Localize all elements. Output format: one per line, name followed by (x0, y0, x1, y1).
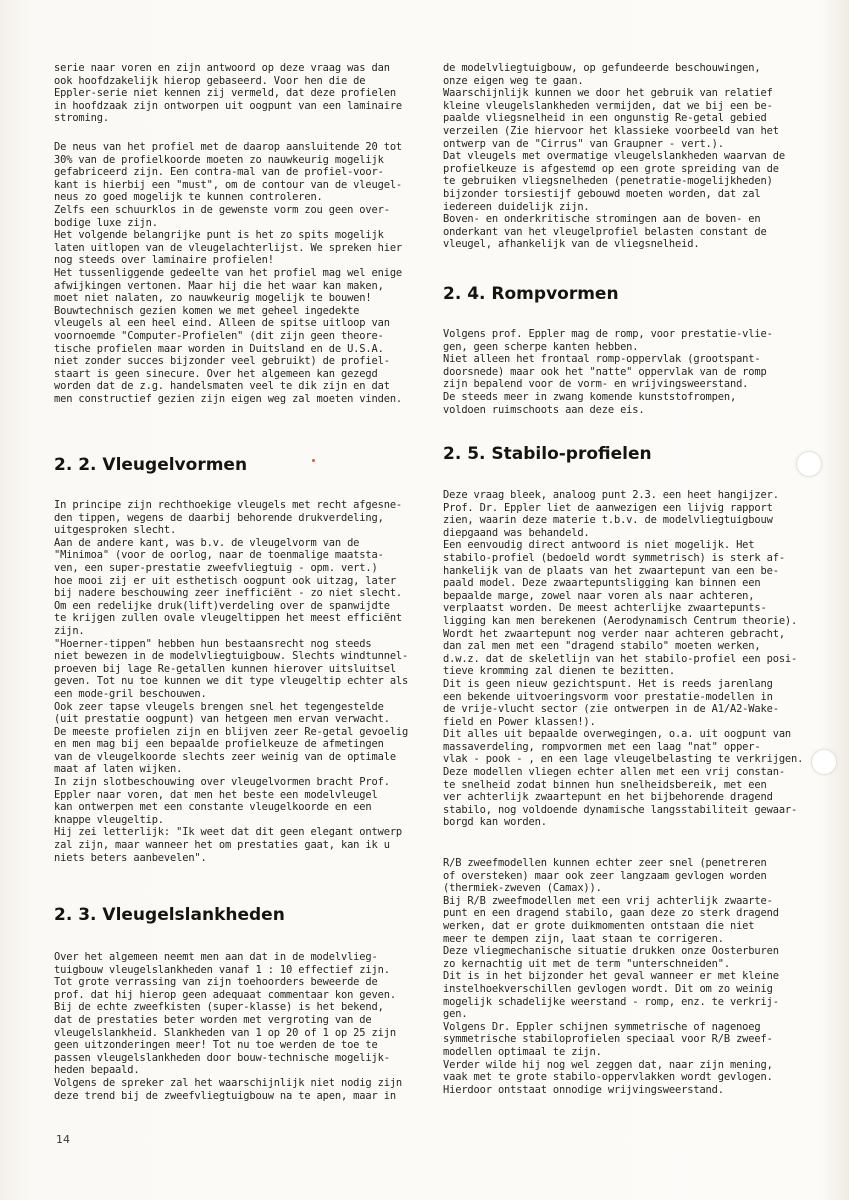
section-heading-stabilo-profielen: 2. 5. Stabilo-profielen (443, 444, 652, 464)
left-paragraph-profile-intro: serie naar voren en zijn antwoord op deze vraag was dan ook hoofdzakelijk hierop gebaseerd. Voor hen die de Eppler-serie niet kennen zij vermeld, dat deze profielen in hoofdzaak zijn ontworpen uit oogpunt van een laminaire stroming. (54, 62, 403, 125)
left-paragraph-vleugelvormen: In principe zijn rechthoekige vleugels met recht afgesne- den tippen, wegens de daarbij behorende drukverdeling, uitgesproken slecht. Aan de andere kant, was b.v. de vleugelvorm van de "Minimoa" (voor de oorlog, naar de toenmalige maatsta- ven, een super-prestatie zweefvliegtuig - opm. vert.) hoe mooi zij er uit esthetisch oogpunt ook uitzag, later bij nadere beschouwing zeer inefficiënt - zo niet slecht. Om een redelijke druk(lift)verdeling over de spanwijdte te krijgen zullen ovale vleugeltippen het meest efficiënt zijn. "Hoerner-tippen" hebben hun bestaansrecht nog steeds niet bewezen in de modelvliegtuigbouw. Slechts windtunnel- proeven bij lage Re-getallen kunnen hierover uitsluitsel geven. Tot nu toe kunnen we dit type vleugeltip echter als een mode-gril beschouwen. Ook zeer tapse vleugels brengen snel het tegengestelde (uit prestatie oogpunt) van hetgeen men ervan verwacht. De meeste profielen zijn en blijven zeer Re-getal gevoelig en men mag bij een bepaalde profielkeuze de afmetingen van de vleugelkoorde slechts zeer weinig van de optimale maat af laten wijken. In zijn slotbeschouwing over vleugelvormen bracht Prof. Eppler naar voren, dat men het beste een modelvleugel kan ontwerpen met een constante vleugelkoorde en een knappe vleugeltip. Hij zei letterlijk: "Ik weet dat dit geen elegant ontwerp zal zijn, maar wanneer het om prestaties gaat, kan ik u niets beters aanbevelen". (54, 499, 409, 864)
punch-hole-bottom (811, 749, 837, 775)
section-heading-vleugelvormen: 2. 2. Vleugelvormen (54, 455, 248, 475)
right-paragraph-slankheden-continued: de modelvliegtuigbouw, op gefundeerde beschouwingen, onze eigen weg te gaan. Waarschijnlijk kunnen we door het gebruik van relatief kleine vleugelslankheden vermijden, dat we bij een be- paalde vliegsnelheid in een ongunstig Re-getal gebied verzeilen (Zie hiervoor het klassieke voorbeeld van het ontwerp van de "Cirrus" van Graupner - vert.). Dat vleugels met overmatige vleugelslankheden waarvan de profielkeuze is afgestemd op een grote spreiding van de te gebruiken vliegsnelheden (penetratie-mogelijkheden) bijzonder torsiestijf gebouwd moeten worden, dat zal iedereen duidelijk zijn. Boven- en onderkritische stromingen aan de boven- en onderkant van het vleugelprofiel belasten constant de vleugel, afhankelijk van de vliegsnelheid. (443, 62, 785, 251)
ink-mark (312, 459, 315, 462)
punch-hole-top (796, 451, 822, 477)
section-heading-rompvormen: 2. 4. Rompvormen (443, 284, 619, 304)
right-paragraph-stabilo: Deze vraag bleek, analoog punt 2.3. een heet hangijzer. Prof. Dr. Eppler liet de aanwezigen een lijvig rapport zien, waarin deze materie t.b.v. de modelvliegtuigbouw diepgaand was behandeld. Een eenvoudig direct antwoord is niet mogelijk. Het stabilo-profiel (bedoeld wordt symmetrisch) is sterk af- hankelijk van de plaats van het zwaartepunt van een be- paald model. Deze zwaartepuntsligging kan binnen een bepaalde marge, zowel naar voren als naar achteren, verplaatst worden. De meest achterlijke zwaartepunts- ligging kan men berekenen (Aerodynamisch Centrum theorie). Wordt het zwaartepunt nog verder naar achteren gebracht, dan zal men met een "dragend stabilo" moeten werken, d.w.z. dat de skeletlijn van het stabilo-profiel een posi- tieve kromming zal dienen te bezitten. Dit is geen nieuw gezichtspunt. Het is reeds jarenlang een bekende uitvoeringsvorm voor prestatie-modellen in de vrije-vlucht sector (zie ontwerpen in de A1/A2-Wake- field en Power klassen!). Dit alles uit bepaalde overwegingen, o.a. uit oogpunt van massaverdeling, rompvormen met een laag "nat" opper- vlak - pook - , en een lage vleugelbelasting te verkrijgen. Deze modellen vliegen echter allen met een vrij constan- te snelheid zodat binnen hun snelheidsbereik, met een ver achterlijk zwaartepunt en het bijbehorende dragend stabilo, nog voldoende dynamische langsstabiliteit gewaar- borgd kan worden. (443, 489, 804, 829)
left-paragraph-vleugelslankheden: Over het algemeen neemt men aan dat in de modelvlieg- tuigbouw vleugelslankheden vanaf 1 : 10 effectief zijn. Tot grote verrassing van zijn toehoorders beweerde de prof. dat hij hierop geen adequaat commentaar kon geven. Bij de echte zweefkisten (super-klasse) is het bekend, dat de prestaties beter worden met vergroting van de vleugelslankheid. Slankheden van 1 op 20 of 1 op 25 zijn geen uitzonderingen meer! Tot nu toe werden de toe te passen vleugelslankheden door bouw-technische mogelijk- heden bepaald. Volgens de spreker zal het waarschijnlijk niet nodig zijn deze trend bij de zweefvliegtuigbouw na te apen, maar in (54, 951, 403, 1102)
right-paragraph-rompvormen: Volgens prof. Eppler mag de romp, voor prestatie-vlie- gen, geen scherpe kanten hebben. Niet alleen het frontaal romp-oppervlak (grootspant- doorsnede) maar ook het "natte" oppervlak van de romp zijn bepalend voor de vorm- en wrijvingsweerstand. De steeds meer in zwang komende kunststofrompen, voldoen ruimschoots aan deze eis. (443, 328, 773, 416)
left-paragraph-profile-nose: De neus van het profiel met de daarop aansluitende 20 tot 30% van de profielkoorde moeten zo nauwkeurig mogelijk gefabriceerd zijn. Een contra-mal van de profiel-voor- kant is hierbij een "must", om de contour van de vleugel- neus zo goed mogelijk te kunnen controleren. Zelfs een schuurklos in de gewenste vorm zou geen over- bodige luxe zijn. Het volgende belangrijke punt is het zo spits mogelijk laten uitlopen van de vleugelachterlijst. We spreken hier nog steeds over laminaire profielen! Het tussenliggende gedeelte van het profiel mag wel enige afwijkingen vertonen. Maar hij die het waar kan maken, moet niet nalaten, zo nauwkeurig mogelijk te bouwen! Bouwtechnisch gezien komen we met geheel ingedekte vleugels al een heel eind. Alleen de spitse uitloop van voornoemde "Computer-Profielen" (dit zijn geen theore- tische profielen maar worden in Duitsland en de U.S.A. niet zonder succes bijzonder veel gebruikt) de profiel- staart is geen sinecure. Over het algemeen kan gezegd worden dat de z.g. handelsmaten veel te dik zijn en dat men constructief gezien zijn eigen weg zal moeten vinden. (54, 141, 403, 405)
page-number: 14 (56, 1133, 70, 1146)
section-heading-vleugelslankheden: 2. 3. Vleugelslankheden (54, 905, 285, 925)
right-paragraph-rb-zweefmodellen: R/B zweefmodellen kunnen echter zeer snel (penetreren of oversteken) maar ook zeer langzaam gevlogen worden (thermiek-zweven (Camax)). Bij R/B zweefmodellen met een vrij achterlijk zwaarte- punt en een dragend stabilo, gaan deze zo sterk dragend werken, dat er grote duikmomenten ontstaan die niet meer te dempen zijn, laat staan te corrigeren. Deze vliegmechanische situatie drukken onze Oosterburen zo kernachtig uit met de term "unterschneiden". Dit is in het bijzonder het geval wanneer er met kleine instelhoekverschillen gevlogen wordt. Dit om zo weinig mogelijk schadelijke weerstand - romp, enz. te verkrij- gen. Volgens Dr. Eppler schijnen symmetrische of nagenoeg symmetrische stabiloprofielen speciaal voor R/B zweef- modellen optimaal te zijn. Verder wilde hij nog wel zeggen dat, naar zijn mening, vaak met te grote stabilo-oppervlakken wordt gevlogen. Hierdoor ontstaat onnodige wrijvingsweerstand. (443, 857, 779, 1096)
